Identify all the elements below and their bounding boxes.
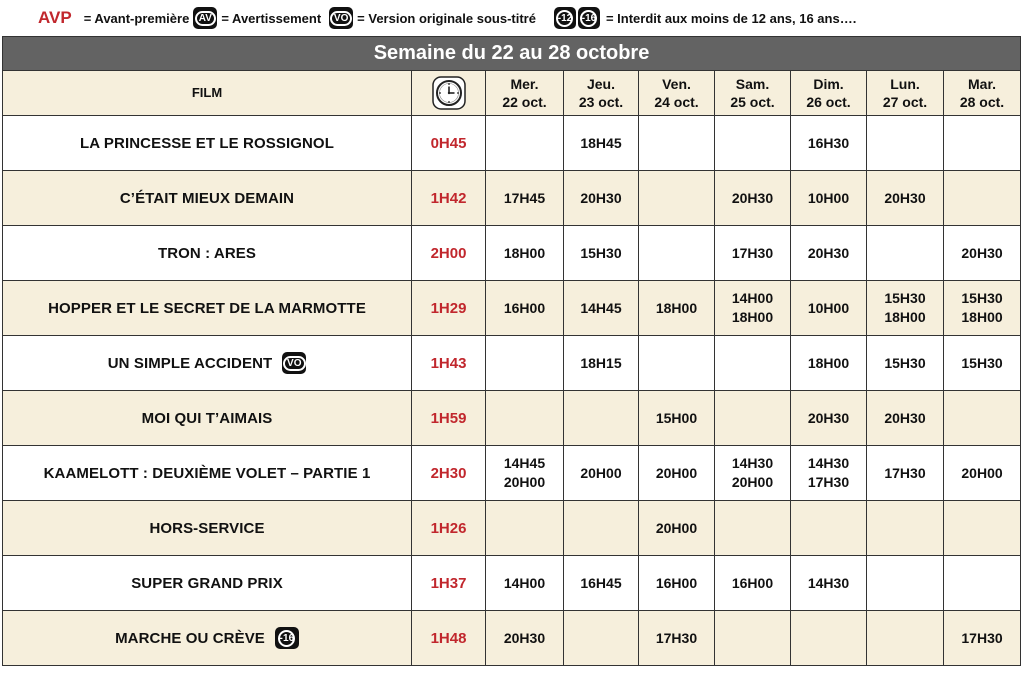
showtime-cell	[486, 611, 564, 666]
showtime-cell	[715, 611, 791, 666]
legend-bar	[0, 0, 1024, 36]
showtime-cell	[944, 226, 1021, 281]
showtime-cell	[564, 281, 639, 336]
film-title: C’ÉTAIT MIEUX DEMAIN	[119, 189, 295, 207]
showtime: 20H00	[655, 519, 698, 536]
showtime-cell	[791, 391, 867, 446]
showtime: 20H30	[961, 244, 1003, 261]
showtime-cell	[867, 501, 944, 556]
showtime-cell	[486, 391, 564, 446]
showtime-cell	[486, 501, 564, 556]
showtime-cell	[715, 501, 791, 556]
showtime: 18H15	[580, 354, 622, 371]
showtime-cell	[791, 611, 867, 666]
showtime-cell	[715, 116, 791, 171]
clock-icon	[432, 76, 466, 110]
showtime-cell	[564, 446, 639, 501]
film-row	[3, 556, 1021, 611]
showtime: 14H00	[503, 574, 546, 591]
film-title-cell	[3, 226, 412, 281]
day-date: 28 oct.	[959, 94, 1005, 110]
day-date: 23 oct.	[578, 94, 624, 110]
showtime: 20H30	[580, 189, 622, 206]
showtime: 20H00	[961, 464, 1003, 481]
showtime-cell	[867, 391, 944, 446]
showtime-cell	[564, 336, 639, 391]
showtime-cell	[486, 171, 564, 226]
film-row	[3, 391, 1021, 446]
showtime-cell	[486, 446, 564, 501]
showtime: 18H00	[655, 299, 698, 316]
showtime-cell	[944, 556, 1021, 611]
showtime-cell	[715, 446, 791, 501]
showtime: 14H45	[580, 299, 622, 316]
showtime: 18H00	[503, 244, 546, 261]
showtime-cell	[715, 226, 791, 281]
showtime-cell	[867, 611, 944, 666]
showtime-cell	[639, 171, 715, 226]
week-title: Semaine du 22 au 28 octobre	[3, 37, 1021, 71]
showtime-cell	[715, 281, 791, 336]
showtime: 15H30	[580, 244, 622, 261]
film-title: HOPPER ET LE SECRET DE LA MARMOTTE	[48, 299, 366, 317]
showtime-cell	[791, 501, 867, 556]
film-duration: 1H59	[412, 391, 486, 446]
film-title: HORS-SERVICE	[149, 519, 265, 537]
film-title-cell	[3, 556, 412, 611]
showtime-cell	[639, 226, 715, 281]
showtime: 17H30	[961, 629, 1003, 646]
showtime: 20H30	[884, 189, 926, 206]
showtime: 15H30	[884, 354, 926, 371]
day-date: 27 oct.	[882, 94, 928, 110]
showtime-cell	[791, 171, 867, 226]
film-title-cell	[3, 446, 412, 501]
showtime: 17H45	[503, 189, 546, 206]
film-duration: 1H42	[412, 171, 486, 226]
day-header	[791, 71, 867, 116]
film-title: SUPER GRAND PRIX	[131, 574, 283, 592]
age-rating-badge-icon: -16	[275, 627, 299, 649]
film-title: LA PRINCESSE ET LE ROSSIGNOL	[80, 134, 334, 152]
showtime: 20H30	[731, 189, 774, 206]
film-title: KAAMELOTT : DEUXIÈME VOLET – PARTIE 1	[43, 464, 371, 482]
showtime: 14H30	[731, 455, 774, 471]
showtime-cell	[944, 171, 1021, 226]
showtime-cell	[944, 281, 1021, 336]
showtime: 20H30	[807, 409, 850, 426]
film-title-cell	[3, 281, 412, 336]
showtime-cell	[944, 336, 1021, 391]
film-duration: 1H43	[412, 336, 486, 391]
film-row	[3, 281, 1021, 336]
vo-badge-icon: VO	[329, 7, 353, 29]
day-date: 26 oct.	[806, 94, 851, 110]
film-duration: 1H48	[412, 611, 486, 666]
showtime-cell	[639, 336, 715, 391]
showtime-cell	[715, 171, 791, 226]
film-duration: 2H00	[412, 226, 486, 281]
showtime-cell	[639, 446, 715, 501]
film-title-cell	[3, 116, 412, 171]
film-row	[3, 611, 1021, 666]
showtime-cell	[867, 116, 944, 171]
film-duration: 1H29	[412, 281, 486, 336]
showtime: 18H00	[731, 309, 774, 325]
showtime-cell	[639, 611, 715, 666]
film-duration: 2H30	[412, 446, 486, 501]
showtime: 16H00	[655, 574, 698, 591]
showtime-cell	[639, 391, 715, 446]
day-name: Mar.	[968, 76, 997, 92]
day-header	[715, 71, 791, 116]
film-row	[3, 171, 1021, 226]
day-name: Lun.	[890, 76, 920, 92]
showtime-cell	[715, 556, 791, 611]
showtime: 20H00	[580, 464, 622, 481]
showtime: 18H00	[961, 309, 1003, 325]
showtime-cell	[486, 336, 564, 391]
film-duration: 1H37	[412, 556, 486, 611]
film-title: MOI QUI T’AIMAIS	[141, 409, 273, 427]
film-title-cell	[3, 501, 412, 556]
age-16-badge-icon: -16	[578, 7, 600, 29]
showtime: 14H45	[503, 455, 546, 471]
showtime-cell	[944, 116, 1021, 171]
showtime: 15H30	[884, 290, 926, 306]
showtime-cell	[944, 501, 1021, 556]
showtime: 20H30	[503, 629, 546, 646]
day-header	[867, 71, 944, 116]
film-title: UN SIMPLE ACCIDENT	[107, 354, 273, 372]
showtime-cell	[564, 611, 639, 666]
showtime-cell	[486, 226, 564, 281]
avp-code: AVP	[38, 8, 72, 27]
duration-column-header	[412, 71, 486, 116]
showtime-cell	[639, 556, 715, 611]
showtime-cell	[944, 611, 1021, 666]
day-header	[639, 71, 715, 116]
day-name: Mer.	[510, 76, 539, 92]
showtime-cell	[715, 336, 791, 391]
showtime: 20H30	[884, 409, 926, 426]
showtime: 14H00	[731, 290, 774, 306]
film-row	[3, 446, 1021, 501]
film-title: TRON : ARES	[157, 244, 257, 262]
day-date: 24 oct.	[654, 94, 699, 110]
showtime-cell	[867, 281, 944, 336]
vo-badge-icon: VO	[282, 352, 306, 374]
film-row	[3, 501, 1021, 556]
showtime: 18H00	[884, 309, 926, 325]
showtime: 17H30	[731, 244, 774, 261]
showtime-cell	[564, 501, 639, 556]
day-header	[564, 71, 639, 116]
showtime-cell	[791, 116, 867, 171]
showtime: 15H30	[961, 354, 1003, 371]
showtime: 18H45	[580, 134, 622, 151]
day-date: 22 oct.	[502, 94, 547, 110]
showtime: 17H30	[655, 629, 698, 646]
vo-legend-text: = Version originale sous-titré	[357, 10, 536, 26]
film-row	[3, 226, 1021, 281]
showtime-cell	[867, 556, 944, 611]
day-header	[486, 71, 564, 116]
showtime: 15H00	[655, 409, 698, 426]
day-date: 25 oct.	[730, 94, 775, 110]
showtime-cell	[486, 281, 564, 336]
showtime: 20H00	[655, 464, 698, 481]
film-row	[3, 116, 1021, 171]
film-duration: 1H26	[412, 501, 486, 556]
showtime-cell	[564, 226, 639, 281]
showtime: 16H30	[807, 134, 850, 151]
av-legend-text: = Avertissement	[221, 10, 322, 26]
showtime-cell	[791, 556, 867, 611]
showtime: 14H30	[807, 455, 850, 471]
showtime: 20H30	[807, 244, 850, 261]
showtime: 15H30	[961, 290, 1003, 306]
day-header	[944, 71, 1021, 116]
showtime: 17H30	[807, 474, 850, 490]
age-legend-text: = Interdit aux moins de 12 ans, 16 ans….	[605, 10, 857, 26]
film-title-cell	[3, 391, 412, 446]
showtime: 20H00	[731, 474, 774, 490]
day-name: Sam.	[735, 76, 770, 92]
showtime: 10H00	[807, 299, 850, 316]
film-column-header: FILM	[3, 71, 412, 116]
showtime-cell	[564, 556, 639, 611]
showtime-cell	[639, 116, 715, 171]
showtime-cell	[867, 171, 944, 226]
showtime-cell	[791, 281, 867, 336]
showtime-cell	[867, 226, 944, 281]
showtime: 10H00	[807, 189, 850, 206]
showtime-cell	[486, 556, 564, 611]
day-name: Jeu.	[586, 76, 615, 92]
showtime-cell	[564, 171, 639, 226]
film-title: MARCHE OU CRÈVE	[115, 629, 265, 647]
film-title-cell	[3, 336, 412, 391]
day-name: Dim.	[813, 76, 844, 92]
showtime-cell	[944, 446, 1021, 501]
avp-legend-text: = Avant-première	[83, 10, 190, 26]
film-title-cell	[3, 611, 412, 666]
showtime-cell	[564, 391, 639, 446]
av-badge-icon: AV	[193, 7, 217, 29]
schedule-table	[2, 36, 1021, 666]
showtime-cell	[715, 391, 791, 446]
showtime-cell	[791, 446, 867, 501]
showtime-cell	[486, 116, 564, 171]
showtime: 18H00	[807, 354, 850, 371]
showtime-cell	[639, 281, 715, 336]
day-name: Ven.	[662, 76, 691, 92]
showtime-cell	[867, 336, 944, 391]
film-title-cell	[3, 171, 412, 226]
showtime-cell	[564, 116, 639, 171]
showtime-cell	[791, 226, 867, 281]
showtime: 14H30	[807, 574, 850, 591]
age-12-badge-icon: -12	[554, 7, 576, 29]
showtime: 16H00	[503, 299, 546, 316]
film-duration: 0H45	[412, 116, 486, 171]
showtime-cell	[944, 391, 1021, 446]
showtime-cell	[867, 446, 944, 501]
showtime: 16H45	[580, 574, 622, 591]
showtime: 17H30	[884, 464, 926, 481]
showtime: 16H00	[731, 574, 774, 591]
showtime-cell	[791, 336, 867, 391]
film-row	[3, 336, 1021, 391]
showtime-cell	[639, 501, 715, 556]
showtime: 20H00	[503, 474, 546, 490]
